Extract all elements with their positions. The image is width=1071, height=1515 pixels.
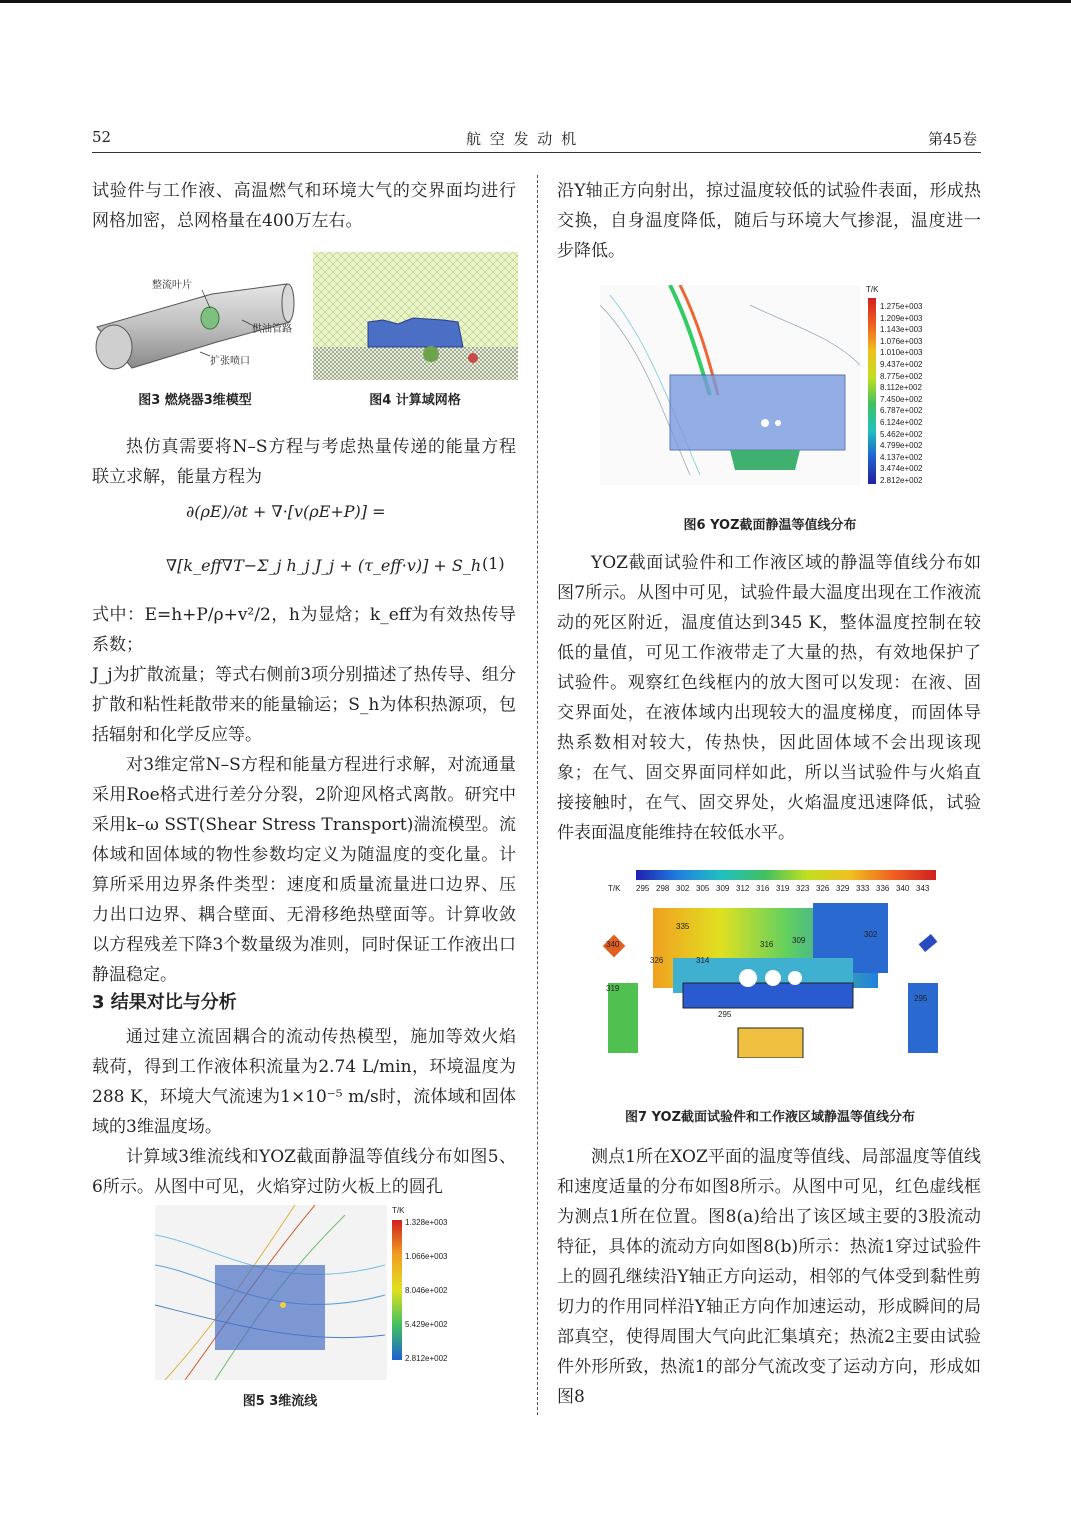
section3-paragraphs: 通过建立流固耦合的流动传热模型，施加等效火焰载荷，得到工作液体积流量为2.74 L/min，环境温度为288 K，环境大气流速为1×10⁻⁵ m/s时，流体域和固体域的3维温度场。 计算域3维流线和YOZ截面静温等值线分布如图5、6所示。从图中可见，火焰穿过防火板上的圆孔 bbox=[92, 1027, 516, 1197]
fig5-legend-unit: T/K bbox=[392, 1206, 405, 1215]
fig7-label-314: 314 bbox=[696, 956, 710, 965]
fig7-label-340: 340 bbox=[606, 940, 620, 949]
fig5-streamlines bbox=[155, 1205, 387, 1380]
right-top-paragraph: 沿Y轴正方向射出，掠过温度较低的试验件表面，形成热交换，自身温度降低，随后与环境大气掺混，温度进一步降低。 bbox=[557, 181, 981, 261]
fig5-colorbar bbox=[392, 1220, 402, 1360]
fig7-tick: 295 bbox=[636, 884, 650, 893]
section-3-heading: 3 结果对比与分析 bbox=[92, 992, 237, 1013]
fig6-tick: 1.209e+003 bbox=[880, 313, 923, 323]
fig6-tick: 4.799e+002 bbox=[880, 441, 923, 451]
fig6-tick: 1.275e+003 bbox=[880, 302, 923, 311]
fig6-tick: 1.143e+003 bbox=[880, 325, 923, 335]
fig7-contour bbox=[598, 898, 943, 1058]
where-paragraph: 式中：E=h+P/ρ+v²/2，h为显焓；k_eff为有效热传导系数； J_j为扩散流量；等式右侧前3项分别描述了热传导、组分扩散和粘性耗散带来的能量输运；S_h为体积热源项，包括辐射和化学反应等。 对3维定常N–S方程和能量方程进行求解，对流通量采用Roe格式进行差分分裂，2阶迎风格式离散。研究中采用k–ω SST(Shear Stress Transport)湍流模型。流体域和固体域的物性参数均定义为随温度的变化量。计算所采用边界条件类型：速度和质量流量进口边界、压力出口边界、耦合壁面、无滑移绝热壁面等。计算收敛以方程残差下降3个数量级为准则，同时保证工作液出口静温稳定。 bbox=[92, 605, 516, 985]
fig7-tick: 305 bbox=[696, 884, 710, 893]
fig4-caption: 图4 计算域网格 bbox=[369, 393, 461, 408]
fig7-label-335: 335 bbox=[676, 922, 690, 931]
volume-label: 第45卷 bbox=[928, 130, 978, 148]
fig6-tick: 9.437e+002 bbox=[880, 360, 923, 369]
fig7-tick: 343 bbox=[916, 884, 930, 893]
fig7-label-295b: 295 bbox=[914, 994, 928, 1003]
fig6-tick: 3.474e+002 bbox=[880, 464, 923, 474]
fig6-tick: 1.010e+003 bbox=[880, 348, 923, 358]
fig5-tick: 1.328e+003 bbox=[405, 1218, 448, 1227]
journal-title: 航 空 发 动 机 bbox=[466, 130, 579, 148]
fig6-tick: 8.112e+002 bbox=[880, 383, 922, 393]
fig3-caption: 图3 燃烧器3维模型 bbox=[138, 393, 252, 408]
top-border bbox=[0, 0, 1071, 3]
fig3-label-rectifier: 整流叶片 bbox=[152, 280, 192, 291]
fig7-tick: 309 bbox=[716, 884, 730, 893]
fig7-label-326: 326 bbox=[650, 956, 664, 965]
fig6-caption: 图6 YOZ截面静温等值线分布 bbox=[683, 518, 857, 533]
fig5-tick: 8.046e+002 bbox=[405, 1286, 448, 1295]
fig7-caption: 图7 YOZ截面试验件和工作液区域静温等值线分布 bbox=[625, 1110, 915, 1125]
fig6-tick: 4.137e+002 bbox=[880, 452, 923, 462]
energy-paragraph: 热仿真需要将N–S方程与考虑热量传递的能量方程联立求解，能量方程为 bbox=[92, 437, 516, 487]
fig7-paragraph: YOZ截面试验件和工作液区域的静温等值线分布如图7所示。从图中可见，试验件最大温度出现在工作液流动的死区附近，温度值达到345 K，整体温度控制在较低的量值，可见工作液带走了大量的热，有效地保护了试验件。观察红色线框内的放大图可以发现：在液、固交界面处，在液体域内出现较大的温度梯度，而固体导热系数相对较大，传热快，因此固体域不会出现该现象；在气、固交界面同样如此，所以当试验件与火焰直接接触时，在气、固交界处，火焰温度迅速降低，试验件表面温度能维持在较低水平。 bbox=[557, 553, 981, 843]
equation-line1: ∂(ρE)/∂t + ∇·[v(ρE+P)] = bbox=[186, 502, 386, 521]
fig7-tick: 329 bbox=[836, 884, 850, 893]
header-rule bbox=[92, 152, 981, 153]
fig7-tick: 326 bbox=[816, 884, 830, 893]
fig6-tick: 6.124e+002 bbox=[880, 418, 923, 427]
equation-number: (1) bbox=[482, 554, 505, 573]
column-divider bbox=[537, 175, 538, 1415]
fig7-tick: 323 bbox=[796, 884, 810, 893]
fig6-legend-unit: T/K bbox=[866, 285, 879, 294]
fig5-tick: 5.429e+002 bbox=[405, 1320, 448, 1329]
left-top-paragraph: 试验件与工作液、高温燃气和环境大气的交界面均进行网格加密，总网格量在400万左右。 bbox=[92, 181, 516, 231]
fig7-tick: 336 bbox=[876, 884, 890, 893]
fig6-tick: 7.450e+002 bbox=[880, 394, 923, 404]
fig7-tick: 312 bbox=[736, 884, 750, 893]
fig7-tick: 340 bbox=[896, 884, 910, 893]
fig5-tick: 1.066e+003 bbox=[405, 1252, 448, 1261]
fig6-tick: 5.462e+002 bbox=[880, 429, 923, 439]
fig7-label-302: 302 bbox=[864, 930, 878, 939]
fig3-label-nozzle: 扩张喷口 bbox=[210, 356, 250, 367]
fig7-colorbar bbox=[636, 870, 936, 880]
fig6-tick: 6.787e+002 bbox=[880, 406, 923, 416]
fig4-mesh bbox=[313, 252, 518, 380]
fig7-label-319: 319 bbox=[606, 984, 620, 993]
fig7-label-316: 316 bbox=[760, 940, 774, 949]
fig7-tick: 302 bbox=[676, 884, 690, 893]
fig5-tick: 2.812e+002 bbox=[405, 1354, 448, 1363]
fig7-legend-unit: T/K bbox=[608, 884, 621, 893]
fig6-tick: 2.812e+002 bbox=[880, 476, 923, 485]
fig3-label-fuel: 供油管路 bbox=[252, 324, 292, 335]
fig5-caption: 图5 3维流线 bbox=[242, 1394, 318, 1409]
fig6-tick: 8.775e+002 bbox=[880, 371, 923, 381]
fig6-tick: 1.076e+003 bbox=[880, 336, 923, 346]
fig7-tick: 316 bbox=[756, 884, 770, 893]
equation-line2: ∇[k_eff∇T−Σ_j h_j J_j + (τ_eff·v)] + S_h bbox=[166, 556, 482, 575]
fig7-label-309: 309 bbox=[792, 936, 806, 945]
page-number: 52 bbox=[92, 128, 112, 146]
fig7-tick: 298 bbox=[656, 884, 670, 893]
fig8-paragraph: 测点1所在XOZ平面的温度等值线、局部温度等值线和速度适量的分布如图8所示。从图中可见，红色虚线框为测点1所在位置。图8(a)给出了该区域主要的3股流动特征，具体的流动方向如图8(b)所示：热流1穿过试验件上的圆孔继续沿Y轴正方向运动，相邻的气体受到黏性剪切力的作用同样沿Y轴正方向作加速运动，形成瞬间的局部真空，使得周围大气向此汇集填充；热流2主要由试验件外形所致，热流1的部分气流改变了运动方向，形成如图8 bbox=[557, 1147, 981, 1407]
fig6-colorbar bbox=[868, 298, 876, 484]
fig7-tick: 333 bbox=[856, 884, 870, 893]
fig6-temperature-contour bbox=[600, 285, 860, 485]
fig7-tick: 319 bbox=[776, 884, 790, 893]
fig7-label-295a: 295 bbox=[718, 1010, 732, 1019]
